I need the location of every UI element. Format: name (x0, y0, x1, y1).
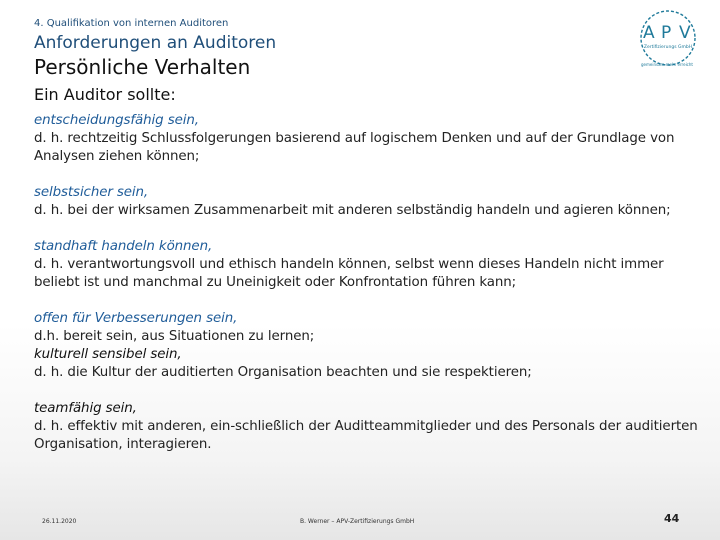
item-keyword: teamfähig sein, (34, 401, 137, 416)
item-description: d. h. rechtzeitig Schlussfolgerungen basierend auf logischem Denken und auf der Grundlage von Analysen ziehen können; (34, 131, 675, 164)
list-item (34, 310, 706, 346)
list-item (34, 184, 706, 220)
list-item (34, 400, 706, 454)
list-item (34, 112, 706, 166)
footer-date: 26.11.2020 (42, 518, 77, 525)
item-keyword: entscheidungsfähig sein, (34, 113, 199, 128)
logo-letter-a: A (643, 23, 655, 43)
item-keyword: standhaft handeln können, (34, 239, 213, 254)
item-keyword: selbstsicher sein, (34, 185, 149, 200)
footer-author: B. Werner – APV-Zertifizierungs GmbH (300, 518, 415, 525)
item-keyword: offen für Verbesserungen sein, (34, 311, 238, 326)
slide-subtitle: Persönliche Verhalten (34, 55, 251, 79)
item-description: d. h. effektiv mit anderen, ein-schließlich der Auditteammitglieder und des Personals der auditierten Organisation, interagieren. (34, 419, 698, 452)
item-description: d. h. die Kultur der auditierten Organisation beachten und sie respektieren; (34, 365, 532, 380)
logo-letter-p: P (661, 23, 672, 43)
apv-logo (630, 8, 706, 70)
list-item (34, 238, 706, 292)
item-keyword: kulturell sensibel sein, (34, 347, 182, 362)
logo-company-line: Zertifizierungs GmbH (643, 45, 693, 50)
logo-tagline: gemeinsam mehr erreicht (641, 62, 693, 67)
item-description: d.h. bereit sein, aus Situationen zu lernen; (34, 329, 315, 344)
item-description: d. h. bei der wirksamen Zusammenarbeit mit anderen selbständig handeln und agieren können; (34, 203, 671, 218)
requirements-list (34, 112, 706, 454)
slide-title: Anforderungen an Auditoren (34, 33, 277, 53)
list-item (34, 346, 706, 382)
item-description: d. h. verantwortungsvoll und ethisch handeln können, selbst wenn dieses Handeln nicht immer beliebt ist und manchmal zu Uneinigkeit oder Konfrontation führen kann; (34, 257, 664, 290)
page-number: 44 (664, 512, 680, 525)
intro-text: Ein Auditor sollte: (34, 85, 176, 104)
logo-letter-v: V (679, 23, 691, 43)
section-heading: 4. Qualifikation von internen Auditoren (34, 18, 229, 29)
